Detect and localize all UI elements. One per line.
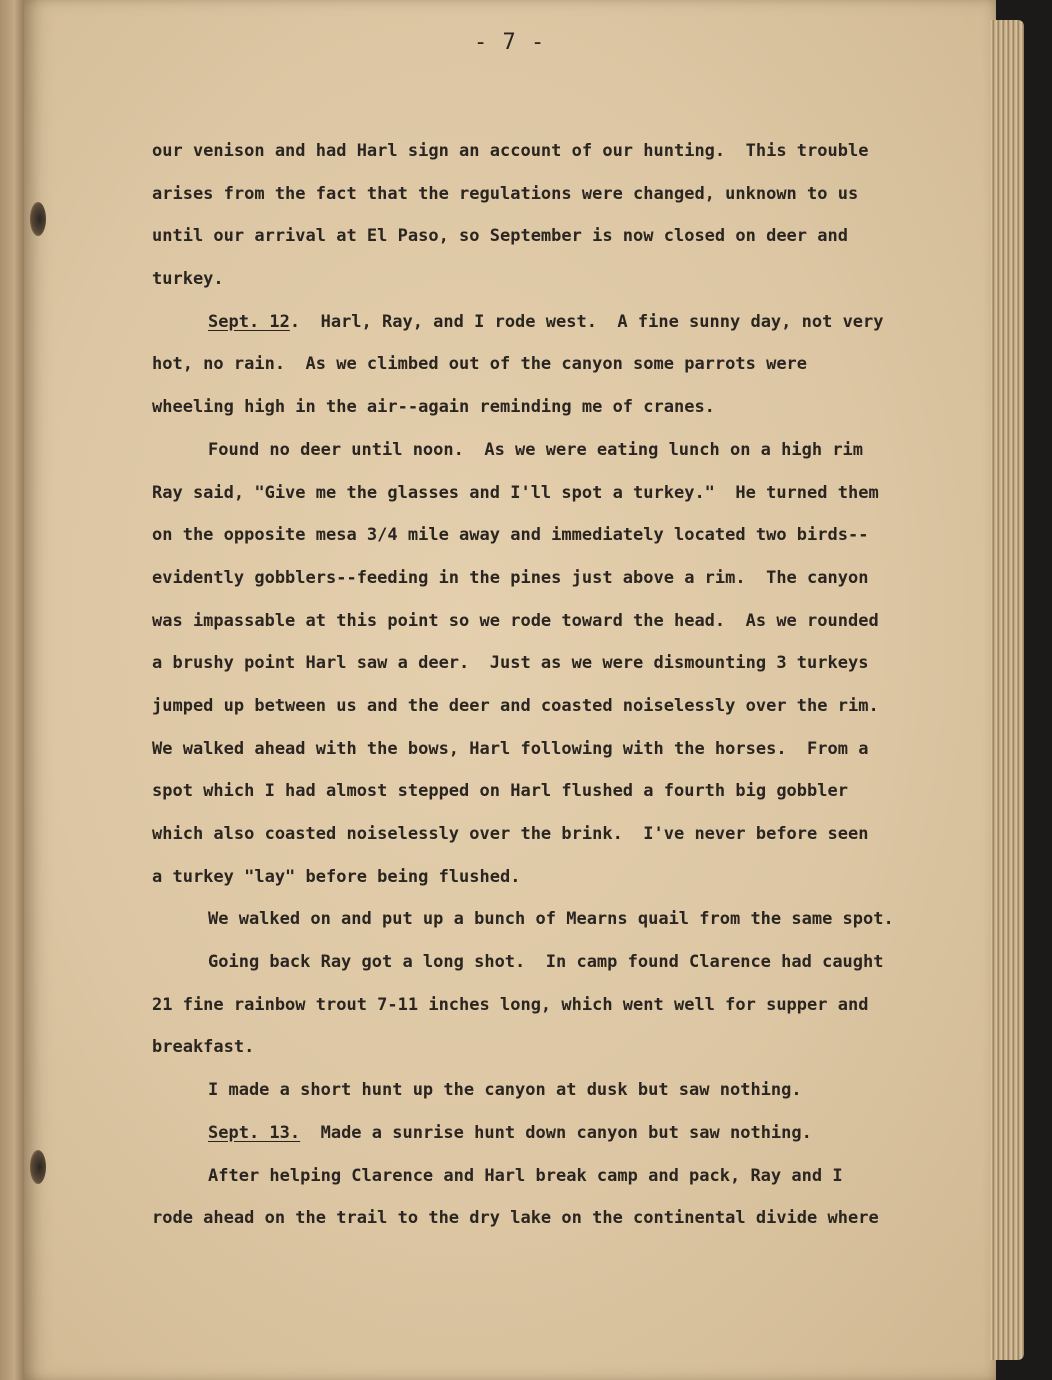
text-line: evidently gobblers--feeding in the pines just above a rim. The canyon xyxy=(152,567,869,588)
date-heading: Sept. 13. xyxy=(208,1122,301,1143)
binder-hole-icon xyxy=(30,202,46,236)
text-line: breakfast. xyxy=(152,1037,255,1058)
typed-text xyxy=(152,130,952,1240)
text-line: After helping Clarence and Harl break camp and pack, Ray and I xyxy=(208,1165,843,1186)
text-line: Going back Ray got a long shot. In camp found Clarence had caught xyxy=(208,952,884,973)
text-span: . Harl, Ray, and I rode west. A fine sunny day, not very xyxy=(289,311,884,332)
text-line: on the opposite mesa 3/4 mile away and immediately located two birds-- xyxy=(152,525,869,546)
page-number: - 7 - xyxy=(474,30,546,55)
text-line: which also coasted noiselessly over the brink. I've never before seen xyxy=(152,824,869,844)
date-heading: Sept. 12 xyxy=(208,311,290,332)
text-line: We walked ahead with the bows, Harl following with the horses. From a xyxy=(152,738,869,759)
text-line: a turkey "lay" before being flushed. xyxy=(152,866,521,887)
text-line: a brushy point Harl saw a deer. Just as we were dismounting 3 turkeys xyxy=(152,653,869,674)
text-line: wheeling high in the air--again reminding me of cranes. xyxy=(152,397,715,418)
left-page-edge xyxy=(0,0,26,1380)
text-line: jumped up between us and the deer and coasted noiselessly over the rim. xyxy=(152,695,879,716)
text-line xyxy=(152,1112,952,1155)
text-line: rode ahead on the trail to the dry lake on the continental divide where xyxy=(152,1208,879,1229)
text-line: our venison and had Harl sign an account of our hunting. This trouble xyxy=(152,141,869,161)
text-line: was impassable at this point so we rode toward the head. As we rounded xyxy=(152,610,879,631)
text-span: Made a sunrise hunt down canyon but saw nothing. xyxy=(300,1122,812,1143)
text-line: 21 fine rainbow trout 7-11 inches long, which went well for supper and xyxy=(152,994,869,1015)
text-line: until our arrival at El Paso, so September is now closed on deer and xyxy=(152,226,848,247)
binder-hole-icon xyxy=(30,1150,46,1184)
text-line: I made a short hunt up the canyon at dusk but saw nothing. xyxy=(208,1080,802,1101)
text-line: Found no deer until noon. As we were eating lunch on a high rim xyxy=(208,439,864,460)
text-line xyxy=(152,301,952,344)
page-stack-edge xyxy=(990,20,1024,1360)
text-line: turkey. xyxy=(152,269,224,290)
text-line: Ray said, "Give me the glasses and I'll spot a turkey." He turned them xyxy=(152,482,879,503)
text-line: spot which I had almost stepped on Harl flushed a fourth big gobbler xyxy=(152,781,848,802)
text-line: hot, no rain. As we climbed out of the canyon some parrots were xyxy=(152,354,808,375)
text-line: We walked on and put up a bunch of Mearns quail from the same spot. xyxy=(208,909,894,930)
text-line: arises from the fact that the regulations were changed, unknown to us xyxy=(152,183,859,204)
